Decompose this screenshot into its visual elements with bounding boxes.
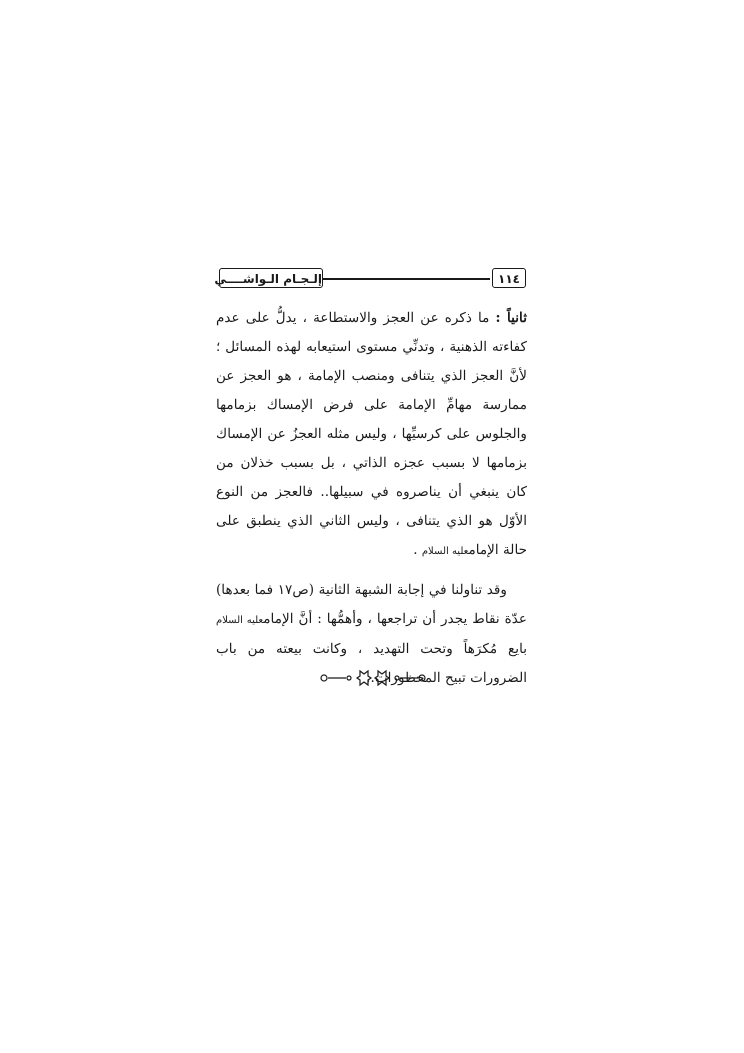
paragraph-1-end: .	[413, 542, 422, 558]
ornament-dot-right	[419, 675, 425, 681]
honorific-symbol: عليه السلام	[421, 546, 469, 557]
page-number: ١١٤	[492, 268, 526, 288]
paragraph-2-text-after: بايع مُكرَهاً وتحت التهديد ، وكانت بيعته من باب الضرورات تبيح المحظورات..	[216, 641, 527, 686]
honorific-symbol: عليه السلام	[216, 615, 264, 626]
page-header	[214, 268, 526, 290]
ornament-star-right	[375, 671, 389, 685]
paragraph-1	[216, 304, 527, 566]
ornament-divider	[318, 668, 428, 688]
book-title: إلـجـام الـواشــــي	[219, 268, 323, 288]
paragraph-1-lead: ثانياً :	[495, 310, 527, 326]
body-text	[216, 304, 527, 693]
ornament-star-left	[357, 671, 371, 685]
ornament-dot-left	[321, 675, 327, 681]
paragraph-1-text: ما ذكره عن العجز والاستطاعة ، يدلُّ على عدم كفاءته الذهنية ، وتدنِّي مستوى استيعابه لهذه المسائل ؛ لأنَّ العجز الذي يتنافى ومنصب الإمامة ، هو العجز عن ممارسة مهامِّ الإمامة على فرض الإمساك بزمامها والجلوس على كرسيِّها ، وليس مثله العجزُ عن الإمساك بزمامها لا بسبب عجزه الذاتي ، بل بسبب خذلان من كان ينبغي أن يناصروه في سبيلها.. فالعجز من النوع الأوّل هو الذي يتنافى ، وليس الثاني الذي ينطبق على حالة الإمام	[216, 310, 527, 558]
paragraph-2-text-before: وقد تناولنا في إجابة الشبهة الثانية (ص١٧ فما بعدها) عدّة نقاط يجدر أن تراجعها ، وأهمُّها : أنَّ الإمام	[216, 582, 527, 627]
